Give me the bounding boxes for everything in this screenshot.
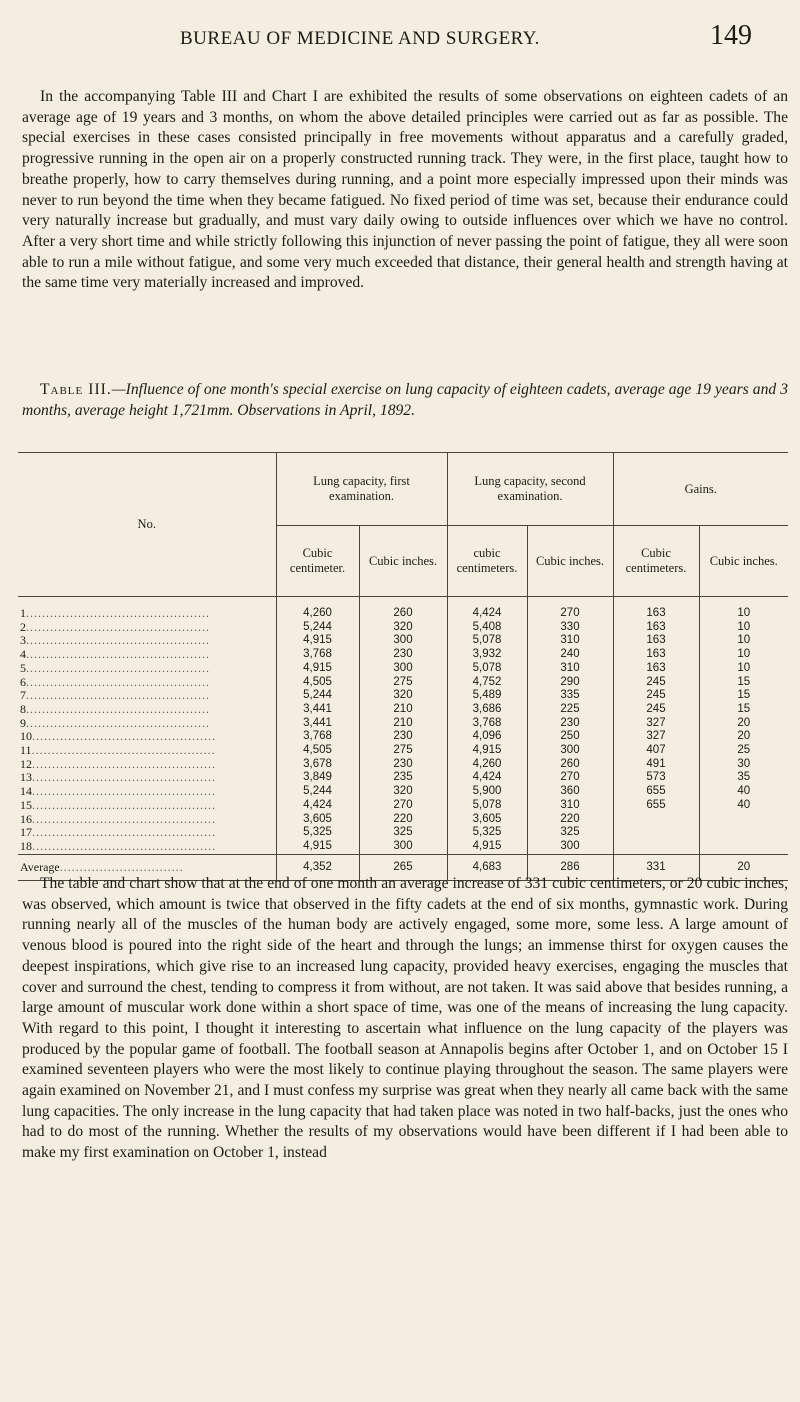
table-cell: 220 [527, 813, 613, 827]
table-row [18, 676, 788, 690]
table-cell: 491 [613, 758, 699, 772]
table-cell: 5,325 [276, 826, 359, 840]
paragraph-intro: In the accompanying Table III and Chart I are exhibited the results of some observations on eighteen cadets of an average age of 19 years and 3 months, on whom the above detailed principles were carried out as far as possible. The special exercises in these cases consisted principally in free movements without apparatus and a carefully graded, progressive running in the open air on a properly constructed running track. They were, in the first place, taught how to breathe properly, how to carry themselves during running, and a point more especially impressed upon their minds was never to run beyond the time when they became fatigued. No fixed period of time was set, because their endurance could very naturally increase but gradually, and must vary daily owing to outside influences over which we have no control. After a very short time and while strictly following this injunction of never passing the point of fatigue, they all were soon able to run a mile without fatigue, and some very much exceeded that distance, their general health and strength having at the same time very materially increased and improved. [22, 88, 788, 292]
table-cell: 655 [613, 785, 699, 799]
table-cell: 10 [699, 634, 788, 648]
row-number: 7.............................................. [20, 689, 210, 703]
table-cell: 655 [613, 799, 699, 813]
table-cell: 5,408 [447, 621, 527, 635]
row-number: 13.............................................. [20, 771, 216, 785]
row-number: 11.............................................. [20, 744, 216, 758]
table-cell: 325 [527, 826, 613, 840]
table-cell: 20 [699, 717, 788, 731]
table-cell: 230 [359, 758, 447, 772]
table-cell: 407 [613, 744, 699, 758]
table-cell: 5,078 [447, 662, 527, 676]
table-cell: 330 [527, 621, 613, 635]
row-number: 8.............................................. [20, 702, 210, 716]
table-row [18, 621, 788, 635]
table-cell: 4,424 [447, 771, 527, 785]
table-cell: 3,768 [447, 717, 527, 731]
table-cell: 327 [613, 730, 699, 744]
table-cell: 5,244 [276, 689, 359, 703]
table-cell: 3,605 [276, 813, 359, 827]
table-cell: 4,915 [276, 634, 359, 648]
row-number: 9.............................................. [20, 716, 210, 730]
table-cell: 4,260 [447, 758, 527, 772]
table-cell: 300 [359, 634, 447, 648]
average-cell: 331 [613, 854, 699, 881]
header-second-exam: Lung capacity, second examination. [447, 453, 613, 526]
table-cell: 573 [613, 771, 699, 785]
table-row [18, 634, 788, 648]
row-number: 15.............................................. [20, 798, 216, 812]
table-cell [699, 826, 788, 840]
table-cell: 5,900 [447, 785, 527, 799]
table-cell: 10 [699, 597, 788, 621]
table-cell: 4,915 [447, 744, 527, 758]
table-cell: 25 [699, 744, 788, 758]
table-cell: 4,260 [276, 597, 359, 621]
table-cell: 5,489 [447, 689, 527, 703]
header-first-exam: Lung capacity, first examination. [276, 453, 447, 526]
table-cell: 5,078 [447, 799, 527, 813]
table-cell: 335 [527, 689, 613, 703]
table-cell: 163 [613, 597, 699, 621]
table-cell: 4,915 [276, 662, 359, 676]
table-cell: 3,441 [276, 717, 359, 731]
table-cell: 163 [613, 634, 699, 648]
page-number: 149 [710, 20, 752, 51]
table-cell: 245 [613, 676, 699, 690]
table-cell: 4,505 [276, 676, 359, 690]
table-row [18, 703, 788, 717]
subheader-cc-second: cubic centimeters. [447, 526, 527, 597]
table-cell: 310 [527, 799, 613, 813]
table-cell: 15 [699, 703, 788, 717]
subheader-cc-gains: Cubic centimeters. [613, 526, 699, 597]
table-cell: 5,244 [276, 785, 359, 799]
table-cell: 300 [359, 662, 447, 676]
table-cell: 310 [527, 634, 613, 648]
table-cell: 270 [527, 771, 613, 785]
table-row [18, 689, 788, 703]
table-cell: 3,686 [447, 703, 527, 717]
subheader-ci-second: Cubic inches. [527, 526, 613, 597]
table-cell: 310 [527, 662, 613, 676]
row-number: 3.............................................. [20, 634, 210, 648]
table-cell: 225 [527, 703, 613, 717]
table-cell: 10 [699, 648, 788, 662]
row-number: 1.............................................. [20, 606, 210, 620]
table-cell: 10 [699, 621, 788, 635]
table-cell: 300 [527, 840, 613, 854]
table-cell: 360 [527, 785, 613, 799]
table-cell: 15 [699, 676, 788, 690]
table-cell: 275 [359, 744, 447, 758]
table-cell: 5,325 [447, 826, 527, 840]
table-cell: 4,096 [447, 730, 527, 744]
subheader-ci-first: Cubic inches. [359, 526, 447, 597]
table-cell [699, 840, 788, 854]
table-cell: 220 [359, 813, 447, 827]
table-cell [613, 840, 699, 854]
row-number: 17.............................................. [20, 826, 216, 840]
table-row [18, 799, 788, 813]
row-number: 16.............................................. [20, 812, 216, 826]
average-cell: 4,352 [276, 854, 359, 881]
table-cell: 4,915 [447, 840, 527, 854]
paragraph-discussion: The table and chart show that at the end of one month an average increase of 331 cubic centimeters, or 20 cubic inches, was observed, which amount is twice that observed in the fifty cadets at the end of six months, gymnastic work. During running nearly all of the muscles of the human body are actively engaged, some more, some less. A large amount of venous blood is poured into the right side of the heart and through the lungs; an immense thirst for oxygen causes the deepest inspirations, which give rise to an increased lung capacity, provided heavy exercises, engaging the muscles that cover and surround the chest, tending to compress it from without, are not taken. It was said above that besides running, a large amount of muscular work done within a short space of time, was one of the means of increasing the lung capacity. With regard to this point, I thought it interesting to ascertain what influence on the lung capacity of the players was produced by the popular game of football. The football season at Annapolis begins after October 1, and on October 15 I examined seventeen players who were the most likely to continue playing throughout the season. The same players were again examined on November 21, and I must confess my surprise was great when they nearly all came back with the same lung capacities. The only increase in the lung capacity that had taken place was noted in two half-backs, just the ones who had to do most of the running. Whether the results of my observations would have been different if I had been able to make my first examination on October 1, instead [22, 875, 788, 1162]
row-number: 12.............................................. [20, 757, 216, 771]
table-row [18, 826, 788, 840]
table-cell: 230 [359, 648, 447, 662]
table-cell: 290 [527, 676, 613, 690]
table-row [18, 597, 788, 621]
table-cell: 40 [699, 785, 788, 799]
row-number: 18.............................................. [20, 839, 216, 853]
table-cell: 4,505 [276, 744, 359, 758]
row-number: 4.............................................. [20, 648, 210, 662]
running-head: BUREAU OF MEDICINE AND SURGERY. [180, 28, 540, 49]
table-row [18, 758, 788, 772]
average-label: Average............................... [18, 854, 276, 881]
table-cell: 20 [699, 730, 788, 744]
table-cell: 4,915 [276, 840, 359, 854]
average-cell: 20 [699, 854, 788, 881]
table-cell: 240 [527, 648, 613, 662]
table-caption-text: —Influence of one month's special exercise on lung capacity of eighteen cadets, average age 19 years and 3 months, average height 1,721mm. Observations in April, 1892. [22, 381, 789, 419]
subheader-ci-gains: Cubic inches. [699, 526, 788, 597]
table-cell: 40 [699, 799, 788, 813]
table-cell: 4,424 [447, 597, 527, 621]
table-row [18, 730, 788, 744]
table-cell: 250 [527, 730, 613, 744]
table-cell: 3,849 [276, 771, 359, 785]
table-body [18, 597, 788, 881]
row-number: 10.............................................. [20, 730, 216, 744]
table-cell: 163 [613, 648, 699, 662]
table-cell: 270 [359, 799, 447, 813]
table-cell: 30 [699, 758, 788, 772]
table-cell: 325 [359, 826, 447, 840]
table-cell: 3,441 [276, 703, 359, 717]
average-cell: 286 [527, 854, 613, 881]
table-row [18, 717, 788, 731]
table-row [18, 744, 788, 758]
table-cell: 230 [527, 717, 613, 731]
table-row [18, 662, 788, 676]
table-label: Table III. [40, 381, 112, 398]
average-cell: 265 [359, 854, 447, 881]
table-cell: 320 [359, 621, 447, 635]
subheader-cc-first: Cubic centimeter. [276, 526, 359, 597]
table-cell [613, 826, 699, 840]
table-caption [22, 380, 788, 421]
table-cell: 230 [359, 730, 447, 744]
page-header [60, 18, 760, 58]
table-cell: 3,932 [447, 648, 527, 662]
table-row [18, 840, 788, 854]
table-cell [613, 813, 699, 827]
table-cell: 210 [359, 717, 447, 731]
header-no: No. [18, 453, 276, 597]
table-cell: 4,752 [447, 676, 527, 690]
table-cell: 260 [527, 758, 613, 772]
table-cell: 300 [527, 744, 613, 758]
lung-capacity-table [18, 452, 788, 881]
table-cell: 5,244 [276, 621, 359, 635]
row-number: 2.............................................. [20, 620, 210, 634]
table-cell: 320 [359, 689, 447, 703]
table-cell: 3,768 [276, 730, 359, 744]
table-cell: 5,078 [447, 634, 527, 648]
table-cell: 300 [359, 840, 447, 854]
table-cell: 275 [359, 676, 447, 690]
row-number: 14.............................................. [20, 785, 216, 799]
table-cell: 260 [359, 597, 447, 621]
table-cell: 245 [613, 689, 699, 703]
row-number: 5.............................................. [20, 661, 210, 675]
row-number: 6.............................................. [20, 675, 210, 689]
table-cell: 10 [699, 662, 788, 676]
table-row [18, 771, 788, 785]
table-cell: 270 [527, 597, 613, 621]
table-cell: 4,424 [276, 799, 359, 813]
table-cell: 35 [699, 771, 788, 785]
table-cell: 163 [613, 662, 699, 676]
table-cell: 320 [359, 785, 447, 799]
table-cell: 3,768 [276, 648, 359, 662]
table-cell: 163 [613, 621, 699, 635]
header-gains: Gains. [613, 453, 788, 526]
table-cell: 245 [613, 703, 699, 717]
table-cell: 3,605 [447, 813, 527, 827]
average-cell: 4,683 [447, 854, 527, 881]
table-row [18, 813, 788, 827]
table-cell: 235 [359, 771, 447, 785]
table-cell: 15 [699, 689, 788, 703]
table-cell [699, 813, 788, 827]
table-row [18, 785, 788, 799]
table-cell: 210 [359, 703, 447, 717]
table-cell: 327 [613, 717, 699, 731]
table-cell: 3,678 [276, 758, 359, 772]
table-row [18, 648, 788, 662]
